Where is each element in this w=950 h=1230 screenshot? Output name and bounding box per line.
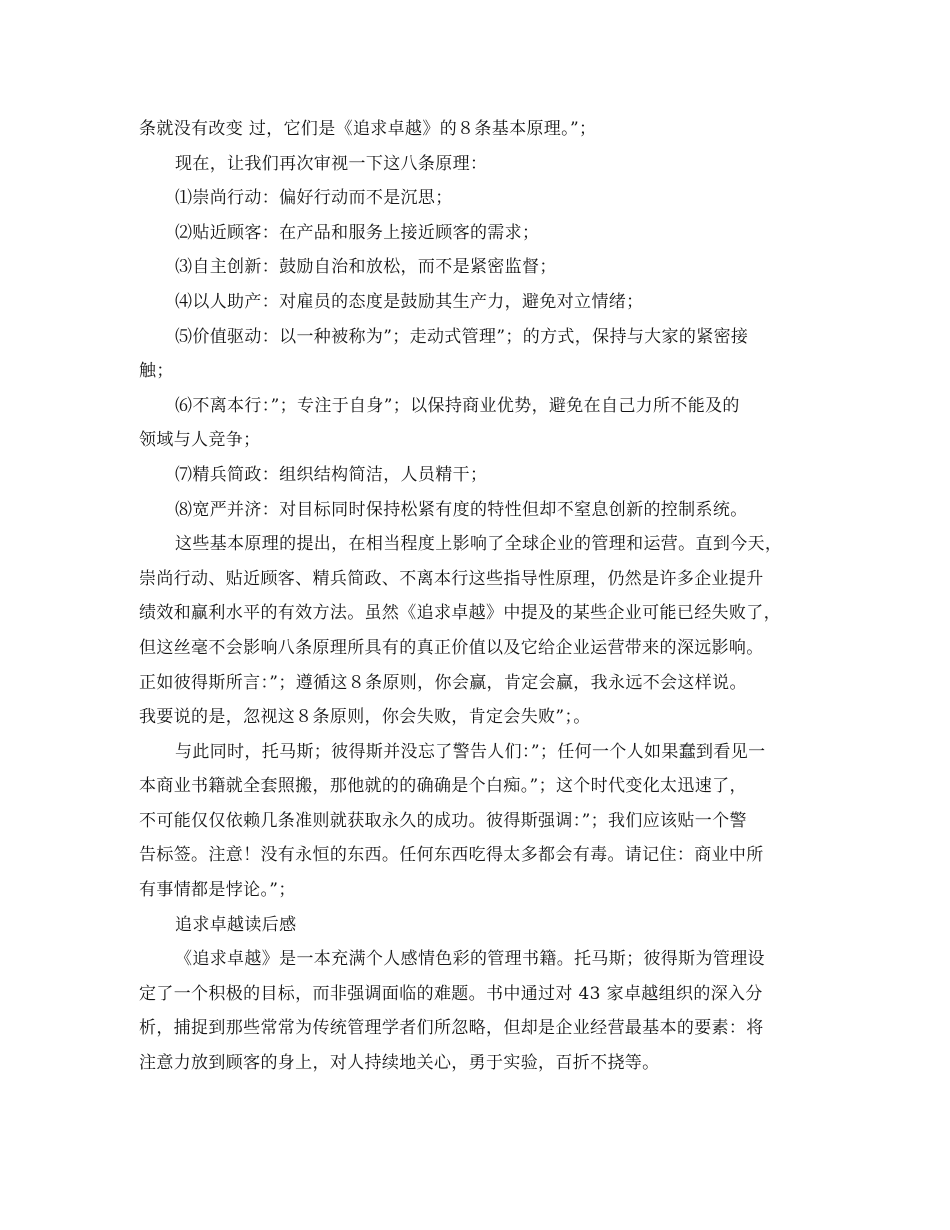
text-line: ⑸价值驱动：以一种被称为”；走动式管理”；的方式，保持与大家的紧密接: [175, 326, 749, 347]
text-line: 告标签。注意！没有永恒的东西。任何东西吃得太多都会有毒。请记住：商业中所: [139, 845, 764, 866]
text-line: ⑺精兵简政：组织结构简洁，人员精干；: [175, 464, 488, 485]
text-line: 我要说的是，忽视这８条原则，你会失败，肯定会失败”；。: [139, 707, 591, 728]
text-line: 不可能仅仅依赖几条准则就获取永久的成功。彼得斯强调：”；我们应该贴一个警: [139, 810, 747, 831]
text-line: ⑹不离本行：”；专注于自身”；以保持商业优势，避免在自己力所不能及的: [175, 395, 740, 416]
text-line: 领域与人竞争；: [139, 430, 261, 451]
text-line: 本商业书籍就全套照搬，那他就的的确确是个白痴。”；这个时代变化太迅速了，: [139, 776, 747, 797]
text-line: 定了一个积极的目标，而非强调面临的难题。书中通过对 43 家卓越组织的深入分: [139, 983, 763, 1004]
document-body: [139, 112, 825, 1081]
text-line: 条就没有改变 过，它们是《追求卓越》的８条基本原理。”；: [139, 119, 597, 139]
text-line: ⑴崇尚行动：偏好行动而不是沉思；: [175, 188, 453, 209]
text-line: 有事情都是悖论。”；: [139, 880, 296, 901]
text-line: 现在，让我们再次审视一下这八条原理：: [175, 153, 488, 174]
text-line: ⑵贴近顾客：在产品和服务上接近顾客的需求；: [175, 222, 540, 243]
text-line: ⑻宽严并济：对目标同时保持松紧有度的特性但却不窒息创新的控制系统。: [175, 499, 748, 520]
text-line: 触；: [139, 361, 174, 382]
text-line: 崇尚行动、贴近顾客、精兵简政、不离本行这些指导性原理，仍然是许多企业提升: [139, 568, 764, 589]
text-line: 与此同时，托马斯；彼得斯并没忘了警告人们：”；任何一个人如果蠢到看见一: [175, 741, 766, 762]
text-line: ⑷以人助产：对雇员的态度是鼓励其生产力，避免对立情绪；: [175, 291, 644, 312]
text-line: 绩效和赢利水平的有效方法。虽然《追求卓越》中提及的某些企业可能已经失败了，: [139, 603, 781, 624]
text-line: 析，捕捉到那些常常为传统管理学者们所忽略，但却是企业经营最基本的要素：将: [139, 1018, 764, 1039]
text-line: 注意力放到顾客的身上，对人持续地关心，勇于实验，百折不挠等。: [139, 1053, 660, 1074]
text-line: 这些基本原理的提出，在相当程度上影响了全球企业的管理和运营。直到今天，: [175, 534, 783, 555]
text-line: 追求卓越读后感: [175, 914, 297, 935]
text-line: ⑶自主创新：鼓励自治和放松，而不是紧密监督；: [175, 257, 557, 278]
text-line: 《追求卓越》是一本充满个人感情色彩的管理书籍。托马斯；彼得斯为管理设: [175, 949, 765, 970]
text-line: 正如彼得斯所言：”；遵循这８条原则，你会赢，肯定会赢，我永远不会这样说。: [139, 672, 747, 693]
text-line: 但这丝毫不会影响八条原理所具有的真正价值以及它给企业运营带来的深远影响。: [139, 637, 764, 658]
